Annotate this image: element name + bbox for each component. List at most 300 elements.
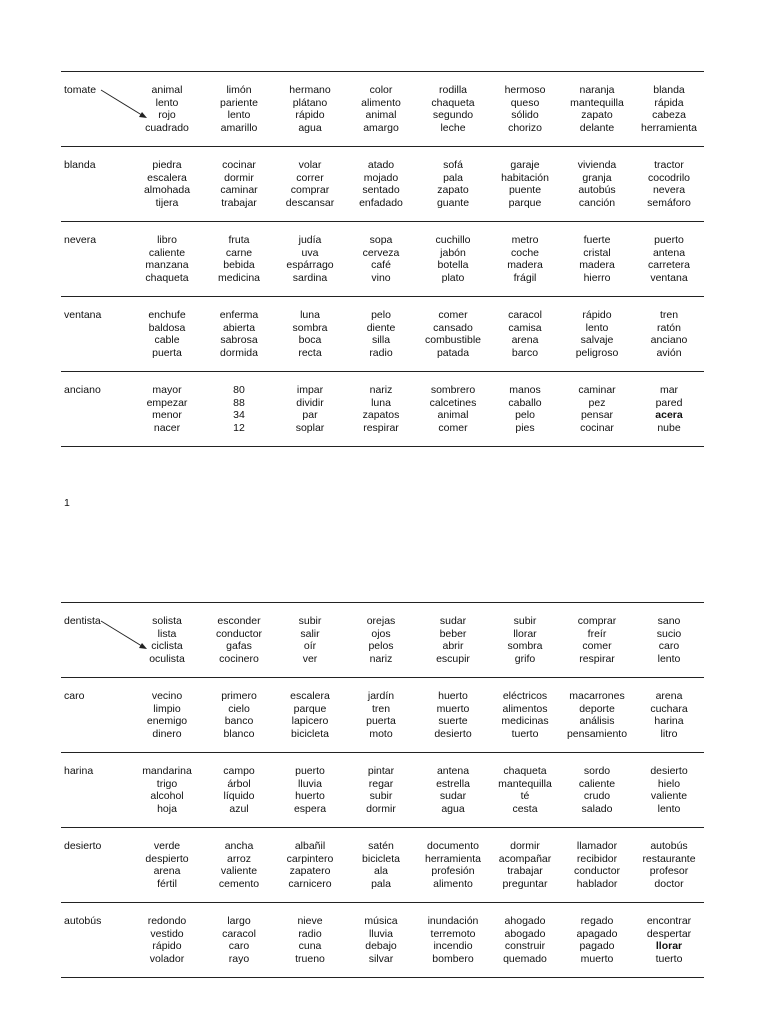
word: regar xyxy=(368,777,394,790)
word: baldosa xyxy=(148,321,186,334)
word: lento xyxy=(657,802,681,815)
word: hermano xyxy=(289,84,331,96)
word: escupir xyxy=(436,652,470,665)
word: hierro xyxy=(583,271,611,284)
word: espera xyxy=(293,802,327,815)
word: crudo xyxy=(583,790,611,803)
word: pala xyxy=(371,877,391,890)
word: terremoto xyxy=(430,927,476,940)
word: árbol xyxy=(227,777,251,790)
word: sopa xyxy=(369,234,393,246)
word: pared xyxy=(655,396,683,409)
word-group xyxy=(626,615,712,665)
word: trigo xyxy=(156,777,178,790)
word: madera xyxy=(507,259,543,272)
word: escalera xyxy=(147,171,187,184)
word: cabeza xyxy=(652,109,686,122)
word: lista xyxy=(157,627,177,640)
word: chorizo xyxy=(508,121,542,134)
word: abrir xyxy=(442,640,464,653)
word: zapatos xyxy=(362,409,400,422)
word: puerto xyxy=(654,234,684,246)
word: 88 xyxy=(233,396,245,409)
word: respirar xyxy=(363,421,399,434)
word: herramienta xyxy=(424,852,482,865)
word: comprar xyxy=(290,184,330,197)
table-row xyxy=(61,903,704,978)
word: volar xyxy=(298,159,322,171)
word: doctor xyxy=(654,877,684,890)
word: muerto xyxy=(580,952,614,965)
word: tren xyxy=(659,309,679,321)
word: alcohol xyxy=(150,790,184,803)
word: rayo xyxy=(228,952,250,965)
word: nacer xyxy=(153,421,181,434)
word: tren xyxy=(371,702,391,715)
word: naranja xyxy=(579,84,615,96)
word: mayor xyxy=(152,384,182,396)
word: chaqueta xyxy=(431,96,475,109)
word: profesión xyxy=(431,865,475,878)
word: luna xyxy=(300,309,320,321)
word-group xyxy=(626,234,712,284)
word: delante xyxy=(579,121,615,134)
word-group xyxy=(626,915,712,965)
word: puerto xyxy=(295,765,325,777)
target-word: blanda xyxy=(64,159,96,171)
word: cocinar xyxy=(580,421,614,434)
word: hablador xyxy=(576,877,618,890)
word: bombero xyxy=(432,952,474,965)
word: botella xyxy=(437,259,469,272)
word: segundo xyxy=(432,109,474,122)
word: autobús xyxy=(650,840,688,852)
word: macarrones xyxy=(569,690,625,702)
word: apagado xyxy=(576,927,618,940)
word: volador xyxy=(149,952,185,965)
word: manos xyxy=(509,384,541,396)
word: tractor xyxy=(654,159,684,171)
word: sofá xyxy=(443,159,463,171)
word: mojado xyxy=(363,171,399,184)
word: caliente xyxy=(578,777,616,790)
word: freír xyxy=(587,627,607,640)
word: manzana xyxy=(145,259,189,272)
word: puente xyxy=(508,184,542,197)
word: tijera xyxy=(155,196,179,209)
word: comer xyxy=(438,421,468,434)
word: carretera xyxy=(647,259,690,272)
word: albañil xyxy=(294,840,326,852)
word: canción xyxy=(578,196,616,209)
word: harina xyxy=(654,715,684,728)
target-word: dentista xyxy=(64,615,101,627)
word: eléctricos xyxy=(502,690,548,702)
word: recta xyxy=(298,346,322,359)
word-group xyxy=(626,765,712,815)
word: lento xyxy=(155,96,179,109)
word: cocinero xyxy=(219,652,259,665)
word: garaje xyxy=(510,159,540,171)
word: sucio xyxy=(656,627,682,640)
word: zapatero xyxy=(289,865,331,878)
word: arena xyxy=(153,865,181,878)
word: beber xyxy=(439,627,467,640)
word: amarillo xyxy=(220,121,258,134)
word: puerta xyxy=(366,715,396,728)
word: limpio xyxy=(153,702,181,715)
word: 12 xyxy=(233,421,245,434)
word: caminar xyxy=(220,184,258,197)
word: cemento xyxy=(218,877,260,890)
word: cielo xyxy=(228,702,250,715)
word: sudar xyxy=(439,615,467,627)
word: barco xyxy=(511,346,539,359)
word: carnicero xyxy=(288,877,332,890)
word: satén xyxy=(368,840,394,852)
word: valiente xyxy=(650,790,688,803)
word: piedra xyxy=(152,159,182,171)
word: despertar xyxy=(646,927,692,940)
word: diente xyxy=(366,321,396,334)
word: lento xyxy=(585,321,609,334)
word: trabajar xyxy=(507,865,543,878)
word: huerto xyxy=(295,790,325,803)
word: habitación xyxy=(501,171,549,184)
word-group xyxy=(626,840,712,890)
word: vivienda xyxy=(577,159,617,171)
word: cable xyxy=(154,334,180,347)
word: pez xyxy=(588,396,606,409)
word: desierto xyxy=(434,727,472,740)
word: ahogado xyxy=(504,915,546,927)
word: incendio xyxy=(433,940,473,953)
word: animal xyxy=(437,409,469,422)
word: cristal xyxy=(583,246,611,259)
word: dividir xyxy=(296,396,324,409)
word: ratón xyxy=(657,321,681,334)
word: conductor xyxy=(215,627,263,640)
word: cocodrilo xyxy=(647,171,691,184)
target-word: nevera xyxy=(64,234,97,246)
target-word: tomate xyxy=(64,84,97,96)
word: antena xyxy=(436,765,470,777)
word: parque xyxy=(293,702,327,715)
word: muerto xyxy=(436,702,470,715)
word: inundación xyxy=(427,915,479,927)
word: caracol xyxy=(508,309,542,321)
target-word: caro xyxy=(64,690,85,702)
word: tuerto xyxy=(655,952,683,965)
word: frágil xyxy=(513,271,537,284)
word: zapato xyxy=(437,184,469,197)
word: chaqueta xyxy=(503,765,547,777)
word: radio xyxy=(369,346,393,359)
word: semáforo xyxy=(647,196,691,209)
word-table-2 xyxy=(61,602,704,978)
word: pala xyxy=(443,171,463,184)
word: subir xyxy=(513,615,537,627)
word: atado xyxy=(367,159,395,171)
word-table-1 xyxy=(61,71,704,447)
word: leche xyxy=(440,121,466,134)
word: ventana xyxy=(650,271,688,284)
word: chaqueta xyxy=(145,271,189,284)
word: trabajar xyxy=(221,196,257,209)
word: café xyxy=(371,259,391,272)
word: desierto xyxy=(650,765,688,777)
word: abogado xyxy=(504,927,546,940)
word: enfadado xyxy=(359,196,403,209)
word: fértil xyxy=(157,877,177,890)
table-row xyxy=(61,603,704,678)
word: cuna xyxy=(298,940,322,953)
word: salado xyxy=(581,802,613,815)
word: sombrero xyxy=(430,384,476,396)
table-row xyxy=(61,297,704,372)
target-word: desierto xyxy=(64,840,102,852)
word: pelos xyxy=(368,640,394,653)
word-group xyxy=(626,384,712,434)
word: fruta xyxy=(228,234,250,246)
word: carpintero xyxy=(286,852,334,865)
word: fuerte xyxy=(583,234,611,246)
word: solista xyxy=(152,615,182,627)
word: agua xyxy=(441,802,465,815)
word: cuadrado xyxy=(145,121,189,134)
word: largo xyxy=(227,915,251,927)
word: hielo xyxy=(657,777,681,790)
word: plato xyxy=(441,271,465,284)
word: música xyxy=(364,915,398,927)
word: almohada xyxy=(143,184,191,197)
word: llorar xyxy=(513,627,537,640)
word: libro xyxy=(157,234,177,246)
word: rápido xyxy=(582,309,612,321)
word: queso xyxy=(510,96,540,109)
word: zapato xyxy=(581,109,613,122)
word: caminar xyxy=(578,384,616,396)
word: medicinas xyxy=(501,715,549,728)
word: arena xyxy=(511,334,539,347)
word-group xyxy=(626,159,712,209)
word: verde xyxy=(153,840,181,852)
word: silvar xyxy=(368,952,394,965)
word: encontrar xyxy=(646,915,692,927)
word: subir xyxy=(369,790,393,803)
word: hoja xyxy=(157,802,177,815)
word: sudar xyxy=(439,790,467,803)
word: espárrago xyxy=(286,259,334,272)
word: tuerto xyxy=(511,727,539,740)
target-word: ventana xyxy=(64,309,102,321)
word: soplar xyxy=(295,421,325,434)
word: ojos xyxy=(371,627,391,640)
word: preguntar xyxy=(502,877,548,890)
word: radio xyxy=(298,927,322,940)
word: enferma xyxy=(219,309,259,321)
word: orejas xyxy=(366,615,396,627)
word: recibidor xyxy=(576,852,618,865)
word: banco xyxy=(224,715,254,728)
word-group xyxy=(626,690,712,740)
word: patada xyxy=(436,346,470,359)
word: parque xyxy=(508,196,542,209)
word: menor xyxy=(152,409,182,422)
word: nevera xyxy=(652,184,686,197)
word: pelo xyxy=(371,309,391,321)
word: trueno xyxy=(295,952,325,965)
word: valiente xyxy=(220,865,258,878)
word: debajo xyxy=(365,940,397,953)
word: ala xyxy=(373,865,388,878)
word: anciano xyxy=(650,334,688,347)
word: mar xyxy=(659,384,679,396)
word: ciclista xyxy=(151,640,183,653)
word: rápida xyxy=(654,96,684,109)
word: coche xyxy=(510,246,540,259)
word: llamador xyxy=(576,840,618,852)
word: sombra xyxy=(292,321,328,334)
word: lapicero xyxy=(291,715,329,728)
word: profesor xyxy=(649,865,689,878)
word: sentado xyxy=(362,184,400,197)
target-word: autobús xyxy=(64,915,102,927)
word: sardina xyxy=(292,271,328,284)
word: primero xyxy=(221,690,257,702)
word: pariente xyxy=(220,96,258,109)
table-row xyxy=(61,372,704,447)
word: pies xyxy=(515,421,535,434)
word: cerveza xyxy=(362,246,400,259)
word: nariz xyxy=(369,652,393,665)
word: arena xyxy=(655,690,683,702)
word: boca xyxy=(298,334,322,347)
word: despierto xyxy=(145,852,189,865)
word: sombra xyxy=(507,640,543,653)
word: empezar xyxy=(146,396,188,409)
word: impar xyxy=(296,384,324,396)
word: comprar xyxy=(577,615,617,627)
word: documento xyxy=(427,840,479,852)
word: oír xyxy=(303,640,317,653)
word: limón xyxy=(226,84,252,96)
word: pintar xyxy=(367,765,395,777)
word: descansar xyxy=(285,196,335,209)
word: herramienta xyxy=(640,121,698,134)
word: nube xyxy=(657,421,681,434)
word: blanda xyxy=(653,84,685,96)
word: cesta xyxy=(512,802,538,815)
word: moto xyxy=(369,727,393,740)
word: jabón xyxy=(440,246,466,259)
word: campo xyxy=(223,765,255,777)
word: rápido xyxy=(295,109,325,122)
word: sabrosa xyxy=(220,334,258,347)
word: construir xyxy=(504,940,546,953)
word: subir xyxy=(298,615,322,627)
word: bicicleta xyxy=(291,727,329,740)
word: peligroso xyxy=(575,346,619,359)
word: caballo xyxy=(508,396,542,409)
word: camisa xyxy=(508,321,542,334)
word: análisis xyxy=(579,715,615,728)
word: 80 xyxy=(233,384,245,396)
word: calcetines xyxy=(429,396,477,409)
word: suerte xyxy=(438,715,468,728)
word: bicicleta xyxy=(362,852,400,865)
word: caracol xyxy=(222,927,256,940)
word: líquido xyxy=(223,790,255,803)
word: redondo xyxy=(147,915,187,927)
word: regado xyxy=(580,915,614,927)
word: granja xyxy=(582,171,612,184)
word-group xyxy=(626,309,712,359)
word: enchufe xyxy=(148,309,186,321)
word: judía xyxy=(298,234,322,246)
word: arroz xyxy=(227,852,251,865)
word: jardín xyxy=(367,690,395,702)
table-row xyxy=(61,222,704,297)
word: amargo xyxy=(363,121,399,134)
word: abierta xyxy=(222,321,256,334)
word: escalera xyxy=(290,690,330,702)
word: autobús xyxy=(578,184,616,197)
word: mantequilla xyxy=(570,96,624,109)
word: salir xyxy=(300,627,320,640)
word: alimentos xyxy=(502,702,548,715)
word: deporte xyxy=(579,702,615,715)
table-row xyxy=(61,753,704,828)
word: caro xyxy=(658,640,680,653)
word: rojo xyxy=(158,109,176,122)
word: mantequilla xyxy=(498,777,552,790)
word: uva xyxy=(301,246,319,259)
word: huerto xyxy=(438,690,468,702)
word: combustible xyxy=(424,334,482,347)
word: acera xyxy=(655,409,683,422)
target-word: anciano xyxy=(64,384,101,396)
word: blanco xyxy=(223,727,255,740)
word: bebida xyxy=(223,259,255,272)
word: mandarina xyxy=(142,765,192,777)
word: lento xyxy=(657,652,681,665)
word: silla xyxy=(371,334,391,347)
word: acompañar xyxy=(498,852,552,865)
word: alimento xyxy=(433,877,473,890)
word: dormida xyxy=(220,346,258,359)
word: dormir xyxy=(510,840,540,852)
word: pensamiento xyxy=(566,727,628,740)
word: esconder xyxy=(217,615,261,627)
word: quemado xyxy=(503,952,547,965)
word: luna xyxy=(371,396,391,409)
word: puerta xyxy=(152,346,182,359)
word: ver xyxy=(302,652,318,665)
word: rápido xyxy=(152,940,182,953)
word: 34 xyxy=(233,409,245,422)
word-group xyxy=(626,84,712,134)
word: nieve xyxy=(297,915,323,927)
word: comer xyxy=(582,640,612,653)
word: hermoso xyxy=(504,84,546,96)
word: pensar xyxy=(580,409,614,422)
word: sano xyxy=(657,615,681,627)
word: lluvia xyxy=(298,777,322,790)
word: alimento xyxy=(361,96,401,109)
word: madera xyxy=(579,259,615,272)
word: respirar xyxy=(579,652,615,665)
